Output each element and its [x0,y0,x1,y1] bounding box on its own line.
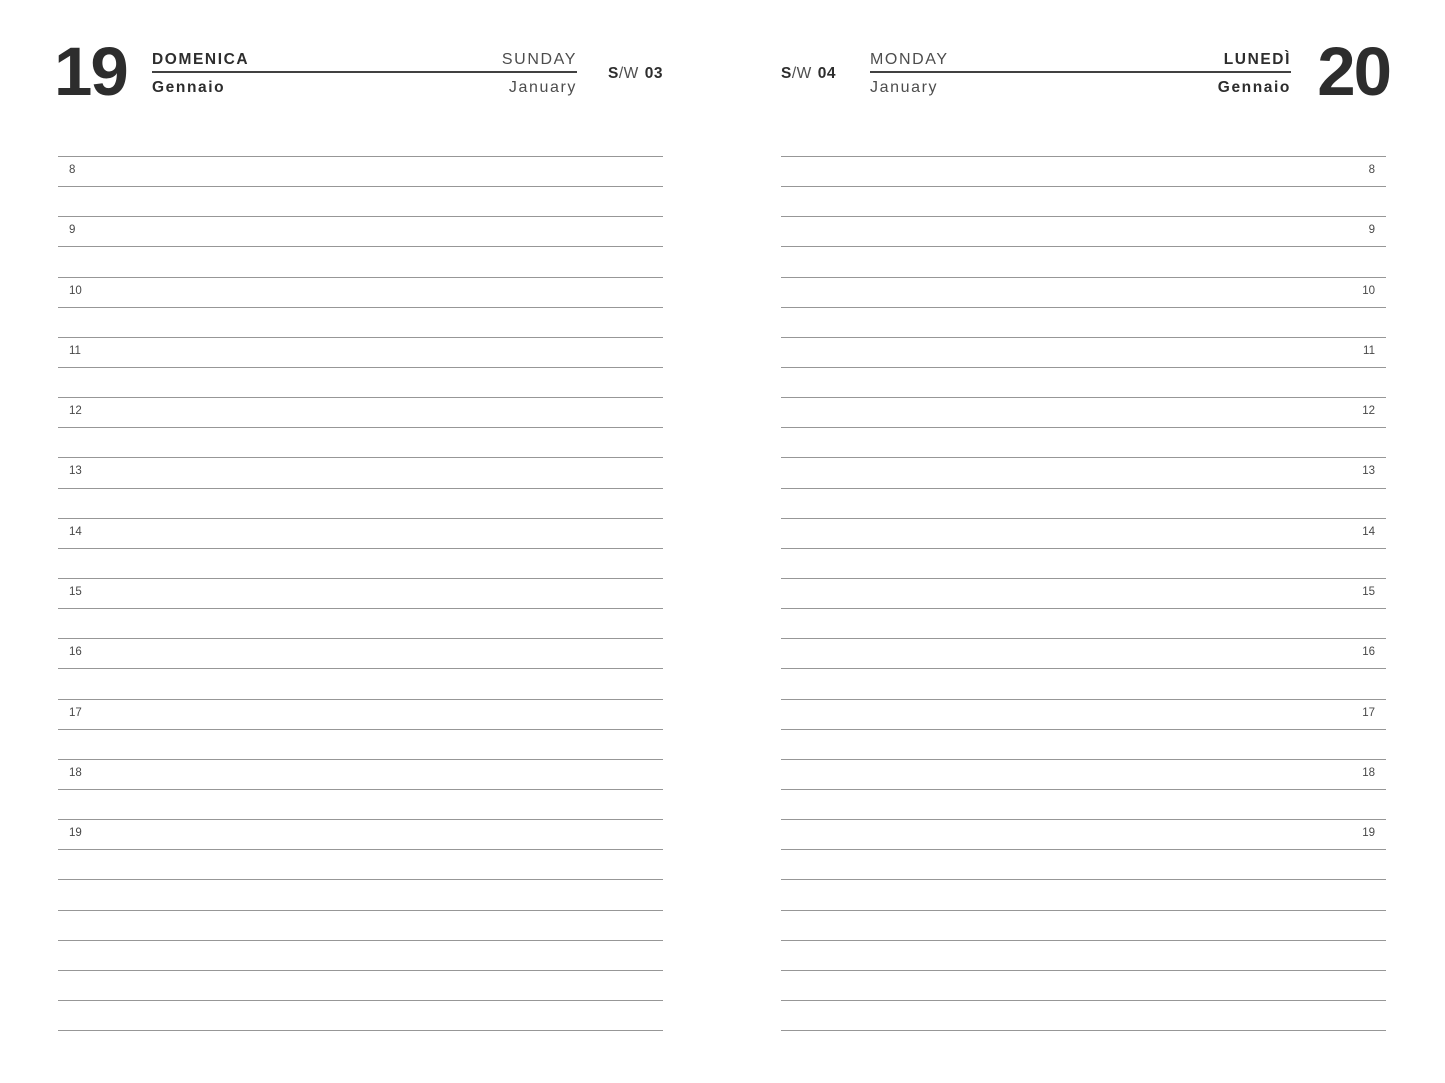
ruled-line [58,337,663,338]
hour-label: 16 [1362,646,1375,659]
left-week-reference [608,65,663,83]
right-week-reference [781,65,836,83]
ruled-line [781,397,1386,398]
ruled-line [58,578,663,579]
ruled-line [781,337,1386,338]
left-month-local: Gennaio [152,78,226,96]
left-weekday-local: DOMENICA [152,51,250,68]
ruled-line [58,879,663,880]
ruled-line [58,216,663,217]
left-day-number: 19 [54,33,127,110]
hour-label: 16 [69,646,82,659]
ruled-line [58,970,663,971]
hour-label: 10 [1362,284,1375,297]
ruled-line [781,819,1386,820]
hour-label: 8 [69,164,76,176]
hour-label: 9 [1368,224,1375,237]
ruled-line [781,879,1386,880]
ruled-line [58,910,663,911]
ruled-line [58,307,663,308]
ruled-line [58,668,663,669]
ruled-line [781,307,1386,308]
ruled-line [781,849,1386,850]
ruled-line [58,638,663,639]
ruled-line [781,548,1386,549]
ruled-line [58,277,663,278]
right-header-row-month [870,73,1291,96]
ruled-line [781,518,1386,519]
left-schedule-area [58,156,663,1034]
hour-label: 9 [69,224,76,237]
hour-label: 8 [1368,164,1375,176]
hour-label: 19 [1362,827,1375,840]
ruled-line [58,1030,663,1031]
ruled-line [58,367,663,368]
right-schedule-area [781,156,1386,1034]
right-week-w: /W [791,65,812,82]
ruled-line [58,246,663,247]
hour-label: 10 [69,284,82,297]
ruled-line [58,186,663,187]
hour-label: 11 [1363,344,1375,357]
ruled-line [781,156,1386,157]
ruled-line [781,699,1386,700]
hour-label: 12 [1362,405,1375,418]
ruled-line [58,1000,663,1001]
ruled-line [781,638,1386,639]
ruled-line [58,156,663,157]
ruled-line [781,457,1386,458]
ruled-line [58,457,663,458]
left-page-header [152,51,577,96]
right-day-number: 20 [1317,33,1390,110]
ruled-line [781,578,1386,579]
ruled-line [781,970,1386,971]
ruled-line [781,1030,1386,1031]
ruled-line [58,699,663,700]
left-month-en: January [508,78,577,96]
ruled-line [58,729,663,730]
ruled-line [58,819,663,820]
ruled-line [781,759,1386,760]
right-month-local: Gennaio [1217,78,1291,96]
hour-label: 13 [69,465,82,478]
left-week-s: S [607,65,619,82]
ruled-line [781,246,1386,247]
ruled-line [781,367,1386,368]
hour-label: 12 [69,405,82,418]
left-header-row-month [152,73,577,96]
hour-label: 17 [69,706,82,719]
ruled-line [781,216,1386,217]
right-header-row-weekday [870,51,1291,71]
ruled-line [58,940,663,941]
ruled-line [781,186,1386,187]
hour-label: 18 [69,766,82,779]
left-weekday-en: SUNDAY [501,51,577,68]
ruled-line [781,608,1386,609]
left-week-number: 03 [644,65,663,82]
right-weekday-local: LUNEDÌ [1223,51,1291,68]
ruled-line [781,427,1386,428]
hour-label: 14 [69,525,82,538]
right-page-header [870,51,1291,96]
ruled-line [781,910,1386,911]
ruled-line [781,277,1386,278]
ruled-line [781,488,1386,489]
ruled-line [58,518,663,519]
hour-label: 14 [1362,525,1375,538]
ruled-line [58,397,663,398]
ruled-line [58,759,663,760]
ruled-line [58,548,663,549]
hour-label: 11 [69,344,81,357]
ruled-line [58,849,663,850]
right-week-number: 04 [817,65,837,82]
ruled-line [781,668,1386,669]
ruled-line [781,789,1386,790]
left-week-w: /W [618,65,639,82]
right-month-en: January [870,78,939,96]
hour-label: 15 [69,585,82,598]
right-weekday-en: MONDAY [870,51,949,68]
hour-label: 19 [69,827,82,840]
ruled-line [58,789,663,790]
ruled-line [781,729,1386,730]
hour-label: 17 [1362,706,1375,719]
left-header-row-weekday [152,51,577,71]
ruled-line [58,488,663,489]
hour-label: 18 [1362,766,1375,779]
ruled-line [781,1000,1386,1001]
ruled-line [781,940,1386,941]
hour-label: 15 [1362,585,1375,598]
right-week-s: S [781,65,792,82]
hour-label: 13 [1362,465,1375,478]
ruled-line [58,608,663,609]
ruled-line [58,427,663,428]
